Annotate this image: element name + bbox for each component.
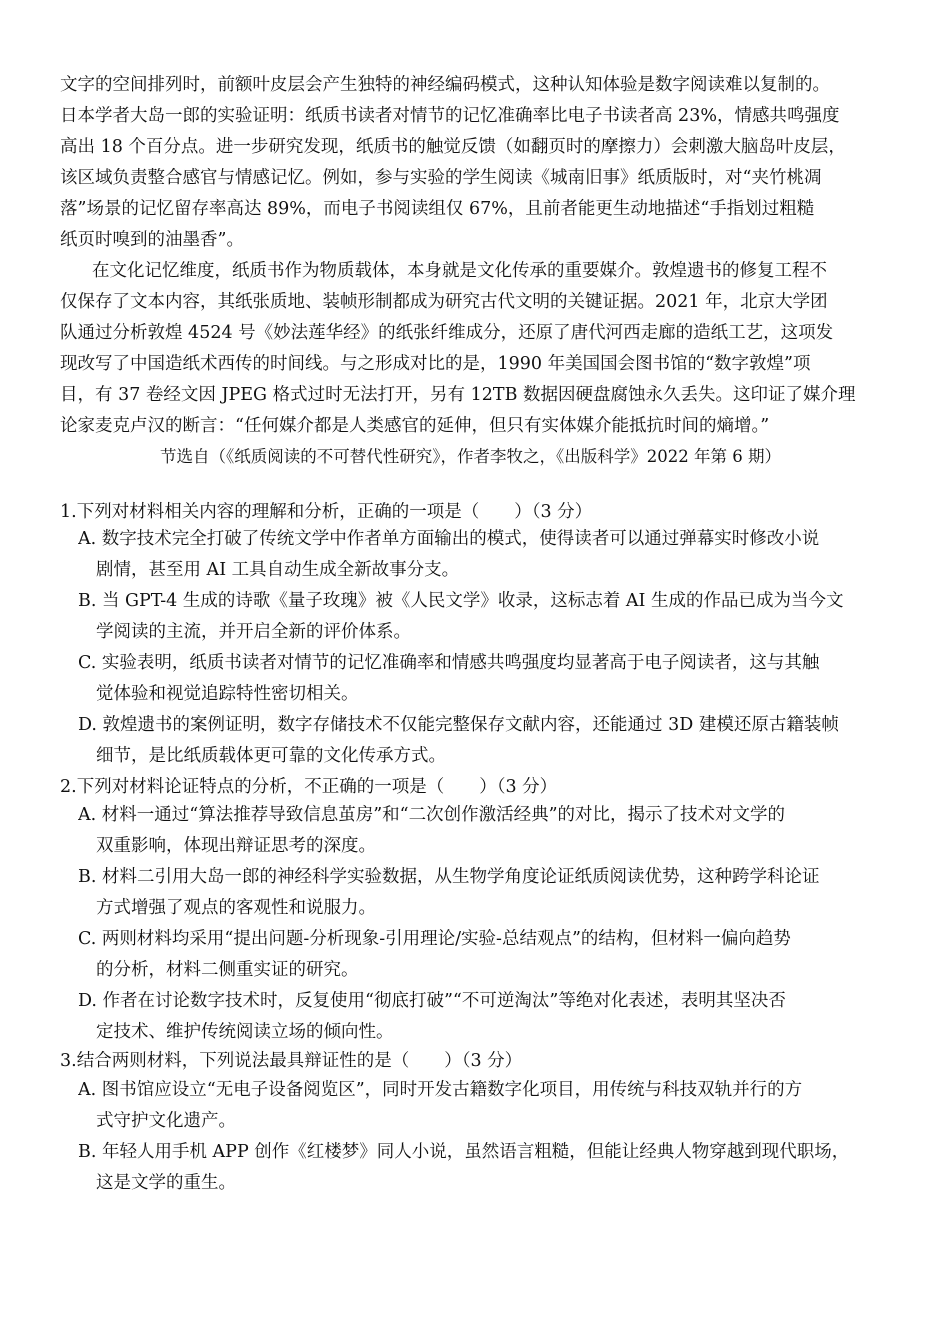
question-1-option-b: B. 当 GPT-4 生成的诗歌《量子玫瑰》被《人民文学》收录，这标志着 AI 生成的作品已成为当今文 xyxy=(78,591,844,611)
question-2-option-d-cont: 定技术、维护传统阅读立场的倾向性。 xyxy=(96,1022,394,1042)
question-1-option-a-cont: 剧情，甚至用 AI 工具自动生成全新故事分支。 xyxy=(96,560,460,580)
question-1-option-c: C. 实验表明，纸质书读者对情节的记忆准确率和情感共鸣强度均显著高于电子阅读者，这与其触 xyxy=(78,653,820,673)
question-1-option-a: A. 数字技术完全打破了传统文学中作者单方面输出的模式，使得读者可以通过弹幕实时修改小说 xyxy=(78,529,820,549)
passage-line: 在文化记忆维度，纸质书作为物质载体，本身就是文化传承的重要媒介。敦煌遗书的修复工程不 xyxy=(92,261,827,281)
question-2-option-d: D. 作者在讨论数字技术时，反复使用“彻底打破”“不可逆淘汰”等绝对化表述，表明其坚决否 xyxy=(78,991,786,1011)
passage-line: 日本学者大岛一郎的实验证明：纸质书读者对情节的记忆准确率比电子书读者高 23%，情感共鸣强度 xyxy=(60,106,840,126)
passage-line: 论家麦克卢汉的断言：“任何媒介都是人类感官的延伸，但只有实体媒介能抵抗时间的熵增。” xyxy=(60,416,770,436)
question-1-stem: 1.下列对材料相关内容的理解和分析，正确的一项是（ ）（3 分） xyxy=(60,502,593,522)
passage-line: 纸页时嗅到的油墨香”。 xyxy=(60,230,244,250)
passage-line: 仅保存了文本内容，其纸张质地、装帧形制都成为研究古代文明的关键证据。2021 年，北京大学团 xyxy=(60,292,828,312)
passage-line: 队通过分析敦煌 4524 号《妙法莲华经》的纸张纤维成分，还原了唐代河西走廊的造纸工艺，这项发 xyxy=(60,323,834,343)
passage-line: 高出 18 个百分点。进一步研究发现，纸质书的触觉反馈（如翻页时的摩擦力）会刺激大脑岛叶皮层， xyxy=(60,137,846,157)
question-1-option-c-cont: 觉体验和视觉追踪特性密切相关。 xyxy=(96,684,359,704)
question-2-option-c: C. 两则材料均采用“提出问题-分析现象-引用理论/实验-总结观点”的结构，但材料一偏向趋势 xyxy=(78,929,791,949)
question-2-stem: 2.下列对材料论证特点的分析，不正确的一项是（ ）（3 分） xyxy=(60,777,558,797)
question-2-option-c-cont: 的分析，材料二侧重实证的研究。 xyxy=(96,960,359,980)
question-1-option-d-cont: 细节，是比纸质载体更可靠的文化传承方式。 xyxy=(96,746,446,766)
question-2-option-a-cont: 双重影响，体现出辩证思考的深度。 xyxy=(96,836,376,856)
question-1-option-d: D. 敦煌遗书的案例证明，数字存储技术不仅能完整保存文献内容，还能通过 3D 建模还原古籍装帧 xyxy=(78,715,839,735)
question-2-option-a: A. 材料一通过“算法推荐导致信息茧房”和“二次创作激活经典”的对比，揭示了技术对文学的 xyxy=(78,805,786,825)
question-2-option-b: B. 材料二引用大岛一郎的神经科学实验数据，从生物学角度论证纸质阅读优势，这种跨学科论证 xyxy=(78,867,820,887)
passage-line: 落”场景的记忆留存率高达 89%，而电子书阅读组仅 67%，且前者能更生动地描述“手指划过粗糙 xyxy=(60,199,815,219)
source-citation: 节选自（《纸质阅读的不可替代性研究》，作者李牧之，《出版科学》2022 年第 6 期） xyxy=(160,447,781,466)
question-3-option-b: B. 年轻人用手机 APP 创作《红楼梦》同人小说，虽然语言粗糙，但能让经典人物穿越到现代职场， xyxy=(78,1142,850,1162)
passage-line: 该区域负责整合感官与情感记忆。例如，参与实验的学生阅读《城南旧事》纸质版时，对“夹竹桃凋 xyxy=(60,168,822,188)
passage-line: 现改写了中国造纸术西传的时间线。与之形成对比的是，1990 年美国国会图书馆的“数字敦煌”项 xyxy=(60,354,811,374)
question-3-option-a: A. 图书馆应设立“无电子设备阅览区”，同时开发古籍数字化项目，用传统与科技双轨并行的方 xyxy=(78,1080,803,1100)
question-2-option-b-cont: 方式增强了观点的客观性和说服力。 xyxy=(96,898,376,918)
passage-line: 文字的空间排列时，前额叶皮层会产生独特的神经编码模式，这种认知体验是数字阅读难以复制的。 xyxy=(60,75,830,95)
passage-line: 目，有 37 卷经文因 JPEG 格式过时无法打开，另有 12TB 数据因硬盘腐蚀永久丢失。这印证了媒介理 xyxy=(60,385,856,405)
question-3-option-a-cont: 式守护文化遗产。 xyxy=(96,1111,236,1131)
question-3-stem: 3.结合两则材料，下列说法最具辩证性的是（ ）（3 分） xyxy=(60,1051,523,1071)
question-3-option-b-cont: 这是文学的重生。 xyxy=(96,1173,236,1193)
question-1-option-b-cont: 学阅读的主流，并开启全新的评价体系。 xyxy=(96,622,411,642)
